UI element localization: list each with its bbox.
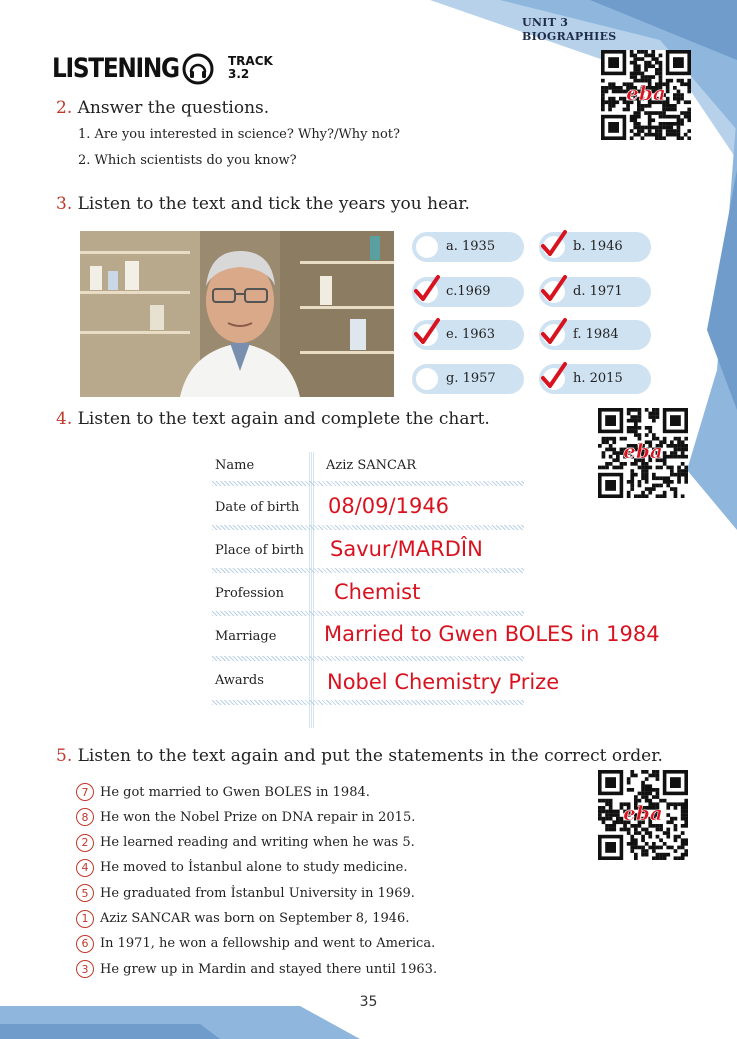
order-number[interactable]: 5	[76, 884, 94, 902]
chart-divider	[309, 452, 315, 728]
year-option[interactable]	[539, 320, 651, 350]
year-option[interactable]	[539, 277, 651, 307]
chart-label-marriage: Marriage	[215, 629, 277, 644]
question-number: 3.	[56, 194, 73, 214]
chart-row-line	[212, 656, 524, 661]
question-5-title	[56, 746, 663, 766]
statement-item	[76, 833, 415, 853]
answer-date-of-birth[interactable]: 08/09/1946	[328, 494, 450, 518]
answer-awards[interactable]: Nobel Chemistry Prize	[327, 670, 560, 694]
statement-text: He graduated from İstanbul University in 1969.	[100, 885, 415, 901]
chart-label-awards: Awards	[215, 673, 264, 688]
chart-label-date-of-birth: Date of birth	[215, 500, 300, 515]
chart-row-line	[212, 700, 524, 705]
unit-label	[522, 16, 617, 44]
year-option[interactable]	[412, 364, 524, 394]
checkmark-icon	[539, 361, 567, 391]
statement-item	[76, 807, 415, 827]
chart-value-name: Aziz SANCAR	[326, 458, 417, 473]
page-number: 35	[359, 994, 378, 1010]
headphones-icon	[182, 53, 214, 85]
order-number[interactable]: 2	[76, 834, 94, 852]
year-label: e. 1963	[446, 327, 496, 342]
answer-place-of-birth[interactable]: Savur/MARDÎN	[330, 537, 483, 561]
qr-code[interactable]	[598, 408, 688, 498]
question-text: Listen to the text and tick the years you hear.	[77, 194, 470, 214]
question-text: Listen to the text again and complete the chart.	[77, 409, 490, 429]
checkbox[interactable]	[416, 368, 438, 390]
scientist-photo	[80, 231, 394, 397]
unit-number: UNIT 3	[522, 16, 569, 29]
year-label: f. 1984	[573, 327, 619, 342]
chart-row-line	[212, 481, 524, 486]
order-number[interactable]: 6	[76, 935, 94, 953]
track-number: TRACK 3.2	[228, 54, 273, 81]
unit-topic: BIOGRAPHIES	[522, 30, 617, 43]
question-number: 4.	[56, 409, 73, 429]
question-2-item: 2. Which scientists do you know?	[78, 153, 297, 168]
statement-text: Aziz SANCAR was born on September 8, 1946.	[100, 911, 410, 926]
year-label: h. 2015	[573, 371, 623, 386]
question-text: Answer the questions.	[77, 98, 270, 118]
listening-header	[52, 52, 273, 86]
statement-item	[76, 858, 407, 878]
statement-item	[76, 883, 415, 903]
year-option[interactable]	[412, 320, 524, 350]
eba-logo: eba	[626, 81, 666, 105]
checkmark-icon	[412, 317, 440, 347]
checkmark-icon	[412, 274, 440, 304]
year-label: c.1969	[446, 284, 491, 299]
chart-label-place-of-birth: Place of birth	[215, 543, 304, 558]
chart-row-line	[212, 568, 524, 573]
question-text: Listen to the text again and put the statements in the correct order.	[77, 746, 663, 766]
qr-code[interactable]	[601, 50, 691, 140]
year-option[interactable]	[539, 232, 651, 262]
order-number[interactable]: 1	[76, 910, 94, 928]
qr-code[interactable]	[598, 770, 688, 860]
answer-marriage[interactable]: Married to Gwen BOLES in 1984	[324, 622, 660, 646]
checkmark-icon	[539, 274, 567, 304]
section-title: LISTENING	[52, 53, 179, 84]
order-number[interactable]: 7	[76, 783, 94, 801]
statement-text: He got married to Gwen BOLES in 1984.	[100, 784, 370, 800]
statement-item	[76, 909, 409, 929]
statement-text: He grew up in Mardin and stayed there until 1963.	[100, 961, 438, 977]
checkmark-icon	[539, 317, 567, 347]
chart-label-profession: Profession	[215, 586, 284, 601]
answer-profession[interactable]: Chemist	[334, 580, 421, 604]
year-label: g. 1957	[446, 371, 496, 386]
statement-item	[76, 934, 435, 954]
question-3-title	[56, 194, 470, 214]
eba-logo: eba	[623, 439, 663, 463]
checkmark-icon	[539, 229, 567, 259]
order-number[interactable]: 4	[76, 859, 94, 877]
statement-item	[76, 782, 370, 802]
question-2-title	[56, 98, 269, 118]
eba-logo: eba	[623, 801, 663, 825]
statement-item	[76, 959, 437, 979]
question-4-title	[56, 409, 490, 429]
order-number[interactable]: 8	[76, 808, 94, 826]
question-number: 2.	[56, 98, 73, 118]
statement-text: In 1971, he won a fellowship and went to America.	[100, 936, 436, 952]
statement-text: He learned reading and writing when he was 5.	[100, 835, 415, 851]
order-number[interactable]: 3	[76, 960, 94, 978]
year-label: a. 1935	[446, 239, 496, 254]
statement-text: He won the Nobel Prize on DNA repair in 2015.	[100, 809, 416, 825]
statement-text: He moved to İstanbul alone to study medicine.	[100, 860, 408, 876]
question-2-item: 1. Are you interested in science? Why?/Why not?	[78, 127, 400, 142]
chart-row-line	[212, 611, 524, 616]
chart-label-name: Name	[215, 458, 255, 473]
year-option[interactable]	[412, 277, 524, 307]
year-option[interactable]	[412, 232, 524, 262]
year-label: d. 1971	[573, 284, 623, 299]
year-label: b. 1946	[573, 239, 623, 254]
year-option[interactable]	[539, 364, 651, 394]
question-number: 5.	[56, 746, 73, 766]
chart-row-line	[212, 525, 524, 530]
checkbox[interactable]	[416, 236, 438, 258]
